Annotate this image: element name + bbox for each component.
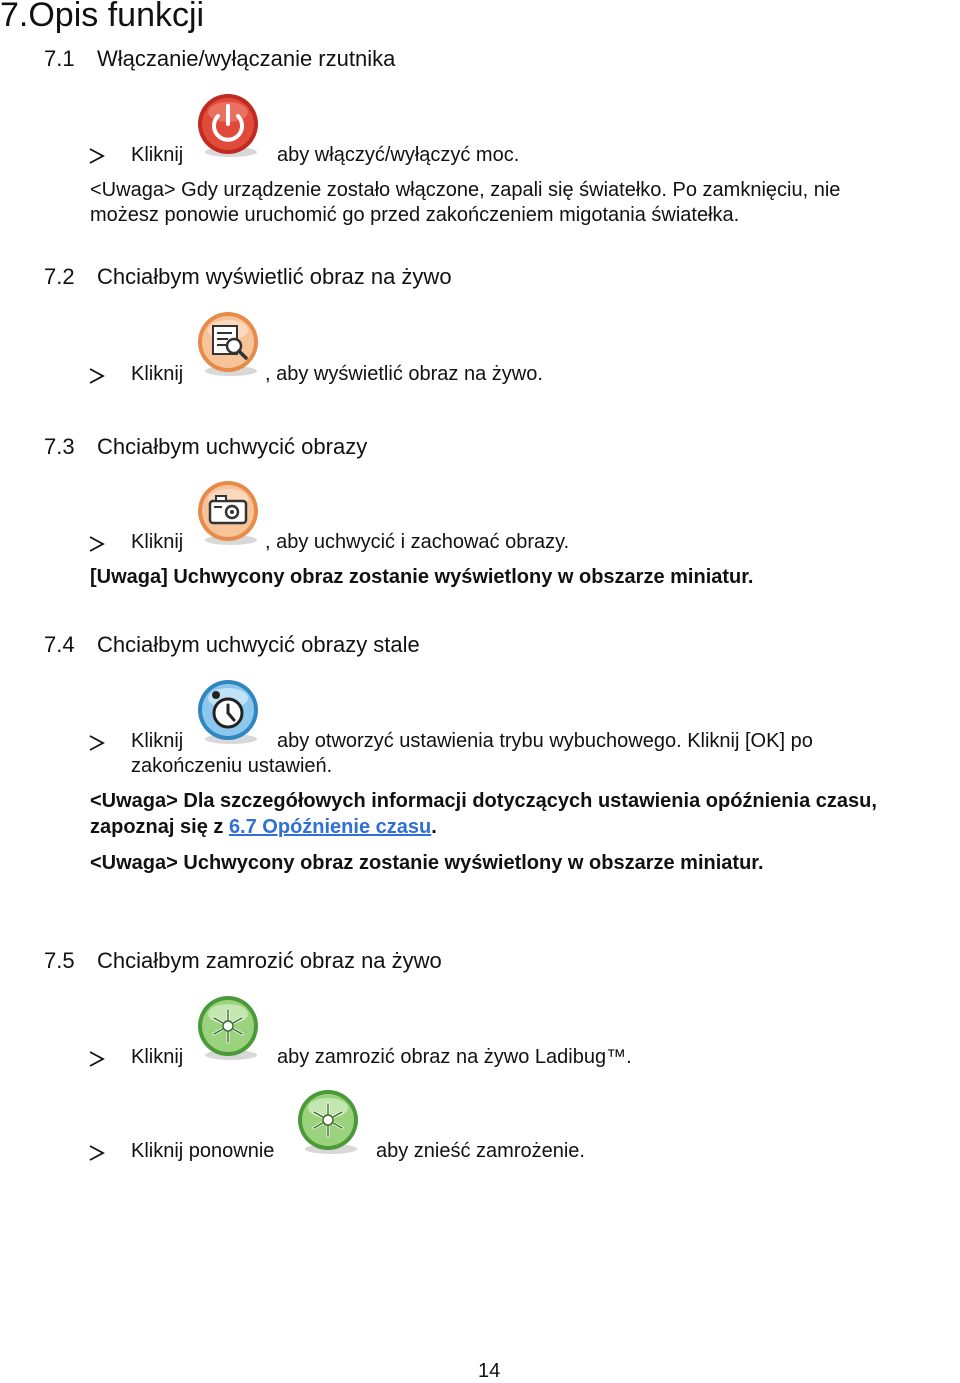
bullet-arrow-icon xyxy=(88,535,106,553)
click-label: Kliknij xyxy=(131,363,184,385)
bullet-arrow-icon xyxy=(88,734,106,752)
bullet-arrow-icon xyxy=(88,1144,106,1162)
note-7-4-suffix: . xyxy=(431,816,437,838)
power-action-text: aby włączyć/wyłączyć moc. xyxy=(277,144,520,166)
camera-capture-icon[interactable] xyxy=(196,479,264,547)
click-label: Kliknij xyxy=(131,144,184,166)
section-7-4-number: 7.4 xyxy=(44,632,75,657)
note-7-4-line2 xyxy=(90,816,437,839)
page-number: 14 xyxy=(478,1360,501,1382)
note-7-3: [Uwaga] Uchwycony obraz zostanie wyświetlony w obszarze miniatur. xyxy=(90,566,754,588)
section-7-5-title: Chciałbym zamrozić obraz na żywo xyxy=(97,948,442,973)
note-7-4-prefix: zapoznaj się z xyxy=(90,816,229,838)
timer-action-line1: aby otworzyć ustawienia trybu wybuchowego. Kliknij [OK] po xyxy=(277,730,813,752)
section-7-3-title: Chciałbym uchwycić obrazy xyxy=(97,434,368,459)
section-7-1-number: 7.1 xyxy=(44,46,75,71)
click-again-label: Kliknij ponownie xyxy=(131,1140,275,1162)
note-7-4-second: <Uwaga> Uchwycony obraz zostanie wyświetlony w obszarze miniatur. xyxy=(90,852,764,874)
live-view-icon[interactable] xyxy=(196,310,264,378)
timer-icon[interactable] xyxy=(196,678,264,746)
live-view-action-text: , aby wyświetlić obraz na żywo. xyxy=(265,363,543,385)
note-7-1-line1: <Uwaga> Gdy urządzenie zostało włączone, zapali się światełko. Po zamknięciu, nie xyxy=(90,179,841,201)
click-label: Kliknij xyxy=(131,1046,184,1068)
section-7-2-title: Chciałbym wyświetlić obraz na żywo xyxy=(97,264,452,289)
freeze-action-text: aby zamrozić obraz na żywo Ladibug™. xyxy=(277,1046,632,1068)
click-label: Kliknij xyxy=(131,730,184,752)
section-7-4-title: Chciałbym uchwycić obrazy stale xyxy=(97,632,420,657)
cross-reference-link[interactable]: 6.7 Opóźnienie czasu xyxy=(228,816,432,838)
click-label: Kliknij xyxy=(131,531,184,553)
timer-action-line2: zakończeniu ustawień. xyxy=(131,755,333,777)
bullet-arrow-icon xyxy=(88,1050,106,1068)
unfreeze-action-text: aby znieść zamrożenie. xyxy=(376,1140,585,1162)
bullet-arrow-icon xyxy=(88,147,106,165)
section-7-2-number: 7.2 xyxy=(44,264,75,289)
capture-action-text: , aby uchwycić i zachować obrazy. xyxy=(265,531,570,553)
bullet-arrow-icon xyxy=(88,367,106,385)
power-icon[interactable] xyxy=(196,92,264,160)
snowflake-freeze-icon[interactable] xyxy=(196,994,264,1062)
snowflake-unfreeze-icon[interactable] xyxy=(296,1088,364,1156)
section-7-5-number: 7.5 xyxy=(44,948,75,973)
section-7-3-number: 7.3 xyxy=(44,434,75,459)
note-7-4-line1: <Uwaga> Dla szczegółowych informacji dotyczących ustawienia opóźnienia czasu, xyxy=(90,790,877,812)
note-7-1-line2: możesz ponowie uruchomić go przed zakończeniem migotania światełka. xyxy=(90,204,740,226)
chapter-heading: 7.Opis funkcji xyxy=(0,0,205,34)
section-7-1-title: Włączanie/wyłączanie rzutnika xyxy=(97,46,396,71)
